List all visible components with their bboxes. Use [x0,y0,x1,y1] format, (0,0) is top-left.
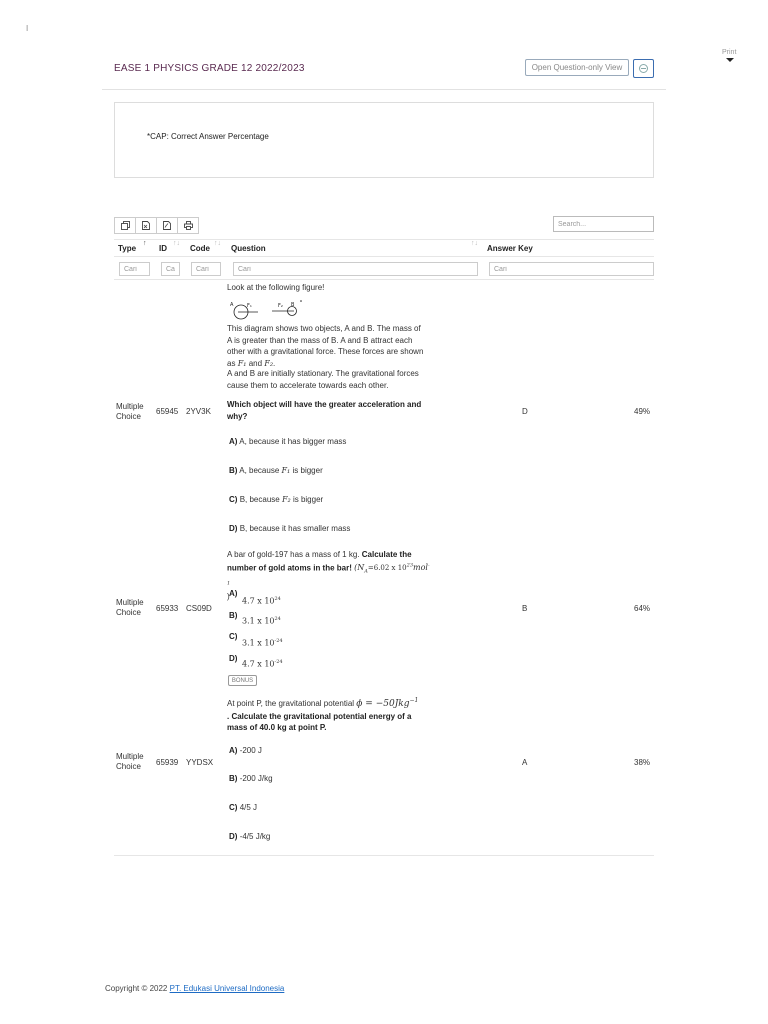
option-d-letter: D) [229,654,238,663]
row-id: 65945 [156,407,179,416]
print-icon [184,221,193,230]
sort-icon[interactable]: ↑↓ [471,240,478,247]
option-a-letter: A) [229,589,238,598]
row-id: 65939 [156,758,179,767]
print-button[interactable] [177,217,199,234]
filter-type-input[interactable] [119,262,150,276]
gravity-figure [228,298,308,322]
row-code: 2YV3K [186,407,211,416]
filter-code-input[interactable] [191,262,221,276]
answer-key: A [522,758,528,767]
figure-label-f1: F₁ [247,303,252,309]
option-d-value: 4.7 x $10^{-24}$ [242,659,283,669]
open-question-only-view-button[interactable]: Open Question-only View [525,59,629,76]
answer-key: D [522,407,528,416]
option-c-value: 3.1 x $10^{-24}$ [242,638,283,648]
caret-down-icon[interactable] [726,58,734,62]
column-header-question[interactable]: Question [231,244,266,253]
option-a: A) A, because it has bigger mass [229,437,347,446]
figure-label-a: A [230,302,234,308]
page-title: EASE 1 PHYSICS GRADE 12 2022/2023 [114,63,305,74]
export-toolbar [114,217,198,235]
company-link[interactable]: PT. Edukasi Universal Indonesia [169,984,285,993]
option-b: B) -200 J/kg [229,774,273,783]
column-header-answer-key[interactable]: Answer Key [487,244,533,253]
question-prompt: Which object will have the greater acceleration and why? [227,400,422,421]
option-d: D) B, because it has smaller mass [229,524,351,533]
cap-value: 64% [634,604,651,613]
column-header-type[interactable]: Type [118,244,137,253]
cap-value: 38% [634,758,651,767]
copy-button[interactable] [114,217,136,234]
sort-icon[interactable]: ↑↓ [214,240,221,247]
figure-label-b: B [291,302,295,308]
sort-asc-icon[interactable]: ↑ [143,240,147,247]
column-header-code[interactable]: Code [190,244,210,253]
option-c: C) 4/5 J [229,803,258,812]
figure-label-f2: F₂ [278,303,283,309]
pdf-button[interactable] [156,217,178,234]
sort-icon[interactable]: ↑↓ [173,240,180,247]
footer: Copyright © 2022 PT. Edukasi Universal Indonesia [105,984,285,993]
excel-icon [142,221,150,230]
filter-question-input[interactable] [233,262,478,276]
cap-note: *CAP: Correct Answer Percentage [147,132,269,141]
option-b-value: 3.1 x $10^{24}$ [242,616,281,626]
minus-circle-icon [639,64,648,73]
avogadro-formula: ($N_A=6.02$ x $10^{23}mol^{-1}$ [227,562,430,587]
cap-value: 49% [634,407,651,416]
row-type: Multiple Choice [116,752,144,771]
print-label[interactable]: Print [722,49,737,56]
option-a-value: 4.7 x $10^{24}$ [242,596,281,606]
question-body: At point P, the gravitational potential ϕ = −50Jkg$^{-1}$ . Calculate the gravitational potential energy of a mass of 40.0 kg at point P. [227,697,419,732]
row-code: CS09D [186,604,212,613]
question-body-2: A and B are initially stationary. The gravitational forces cause them to accelerate towards each other. [227,369,419,390]
option-c-letter: C) [229,632,238,641]
row-code: YYDSX [186,758,214,767]
option-b: B) A, because F₁ is bigger [229,466,323,475]
page-marker: I [26,24,29,33]
divider [102,89,666,90]
option-d: D) -4/5 J/kg [229,832,271,841]
search-input[interactable] [553,216,654,232]
row-type: Multiple Choice [116,402,144,421]
table-top-border [114,239,654,240]
potential-formula: ϕ = −50Jkg$^{-1}$ [356,697,419,709]
row-type: Multiple Choice [116,598,144,617]
column-header-id[interactable]: ID [159,244,167,253]
pdf-icon [163,221,171,230]
question-intro: Look at the following figure! [227,283,325,292]
copy-icon [121,221,130,230]
collapse-button[interactable] [633,59,654,78]
filter-answer-key-input[interactable] [489,262,654,276]
excel-button[interactable] [135,217,157,234]
option-c: C) B, because F₂ is bigger [229,495,324,504]
option-a: A) -200 J [229,746,262,755]
table-bottom-border [114,855,654,856]
header-divider [114,256,654,257]
row-id: 65933 [156,604,179,613]
question-body: A bar of gold-197 has a mass of 1 kg. Calculate the number of gold atoms in the bar! ($N_A=6.02$ x $10^{23}mol^{-1}$ ) [227,550,430,602]
answer-key: B [522,604,528,613]
filter-id-input[interactable] [161,262,180,276]
filter-divider [114,279,654,280]
option-b-letter: B) [229,611,238,620]
bonus-badge: BONUS [228,675,257,686]
question-body: This diagram shows two objects, A and B. The mass of A is greater than the mass of B. A and B attract each other with a gravitational force. These forces are shown as F₁ and F₂. [227,324,424,368]
